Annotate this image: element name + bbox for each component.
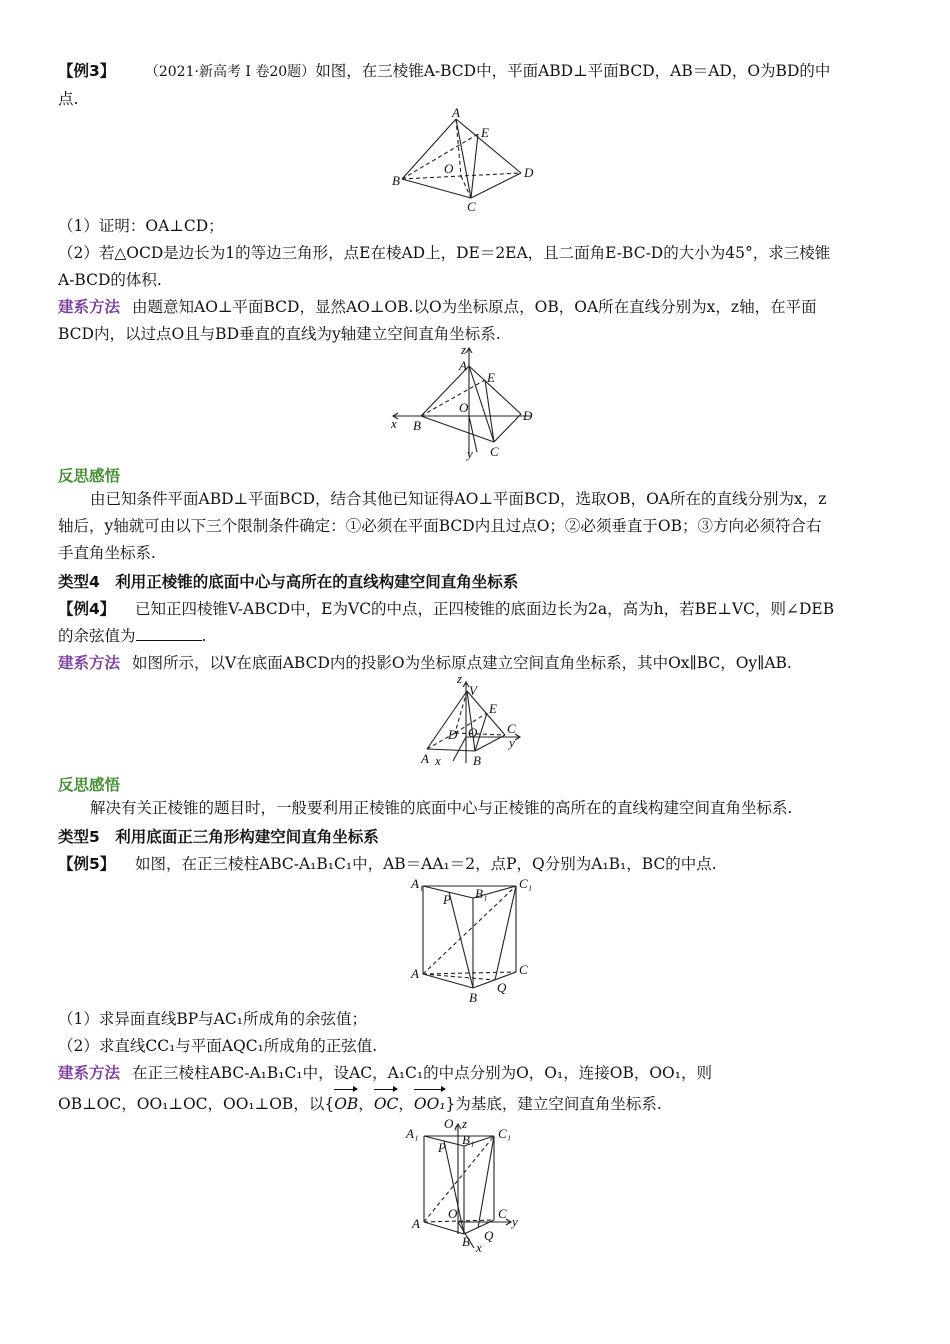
fig1-label: O (444, 161, 454, 176)
ex3-stem-line1: 如图，在三棱锥A-BCD中，平面ABD⊥平面BCD，AB＝AD，O为BD的中 (315, 62, 831, 80)
fig4-label: Q (497, 980, 507, 995)
fig3-label: A (421, 751, 429, 766)
fig1-label: E (481, 125, 489, 140)
fig1-label: A (452, 105, 460, 120)
ex3-q2-line2: A-BCD的体积. (58, 271, 162, 289)
ex4-stem (58, 596, 894, 623)
vector-ob: OB (334, 1087, 358, 1118)
method-label: 建系方法 (58, 654, 121, 672)
figure-triangular-prism (411, 878, 541, 1006)
ex4-stem-line2 (58, 623, 894, 650)
ex4-reflection-label: 反思感悟 (58, 776, 121, 794)
ex3-source: （2021·新高考 Ⅰ 卷20题） (144, 64, 316, 80)
method-label: 建系方法 (58, 298, 121, 316)
fig5-label: A₁ (406, 1126, 419, 1141)
fig2-label: O (459, 400, 469, 415)
vector-oc: OC (374, 1087, 399, 1118)
fig2-label: y (467, 446, 473, 461)
fig2-label: E (487, 370, 495, 385)
fig5-label: C (498, 1206, 507, 1221)
ex5-stem (58, 851, 894, 878)
fig3-label: C (507, 721, 516, 736)
fig2-label: A (459, 358, 467, 373)
ex4-stem-line1: 已知正四棱锥V-ABCD中，E为VC的中点，正四棱锥的底面边长为2a，高为h，若BE⊥VC，则∠DEB (135, 600, 835, 618)
fig5-label: z (462, 1116, 468, 1131)
ex5-label: 【例5】 (58, 855, 116, 873)
fig4-label: B (469, 990, 477, 1005)
fig5-label: C₁ (498, 1126, 512, 1141)
ex3-stem (58, 58, 894, 86)
fig3-label: x (435, 753, 441, 768)
fig3-label: z (457, 671, 463, 686)
ex3-label: 【例3】 (58, 62, 116, 80)
fig3-label: O (468, 725, 478, 740)
method-label: 建系方法 (58, 1064, 121, 1082)
ex5-method-line1: 在正三棱柱ABC-A₁B₁C₁中，设AC，A₁C₁的中点分别为O，O₁，连接OB，OO₁，则 (132, 1064, 712, 1082)
ex3-q1: （1）证明：OA⊥CD； (58, 217, 224, 235)
fig2-label: B (413, 418, 421, 433)
ex4-label: 【例4】 (58, 600, 116, 618)
fig3-label: D (448, 727, 458, 742)
figure-prism-axes (406, 1116, 546, 1255)
fig5-label: A (412, 1216, 420, 1231)
ex4-method-text: 如图所示，以V在底面ABCD内的投影O为坐标原点建立空间直角坐标系，其中Ox∥BC，Oy∥AB. (132, 654, 792, 672)
separator: ， (358, 1095, 374, 1113)
fig2-label: C (490, 444, 499, 459)
ex4-method (58, 650, 894, 677)
fig3-label: y (509, 735, 515, 750)
ex4-stem-text: 的余弦值为 (58, 627, 136, 645)
type5-heading: 类型5 利用底面正三角形构建空间直角坐标系 (58, 828, 379, 846)
fig3-label: B (473, 753, 481, 768)
ex5-method (58, 1060, 894, 1087)
fig5-label: B (462, 1234, 470, 1249)
fig1-label: C (467, 199, 476, 214)
ex3-stem-line2: 点. (58, 90, 79, 108)
fig2-label: x (391, 416, 397, 431)
ex4-reflection-text: 解决有关正棱锥的题目时，一般要利用正棱锥的底面中心与正棱锥的高所在的直线构建空间直角坐标系. (90, 799, 793, 817)
fig3-label: E (489, 701, 497, 716)
fig4-label: C₁ (519, 876, 533, 891)
ex3-reflection-line3: 手直角坐标系. (58, 544, 156, 562)
fig1-label: B (392, 173, 400, 188)
figure-square-pyramid (421, 671, 531, 769)
ex4-stem-end: . (201, 627, 207, 645)
fig5-label: P (438, 1140, 446, 1155)
ex5-stem-text: 如图，在正三棱柱ABC-A₁B₁C₁中，AB＝AA₁＝2，点P，Q分别为A₁B₁，BC的中点. (135, 855, 717, 873)
fig3-label: V (469, 683, 477, 698)
fig4-label: C (519, 962, 528, 977)
fig1-label: D (524, 165, 534, 180)
ex3-method-line2: BCD内，以过点O且与BD垂直的直线为y轴建立空间直角坐标系. (58, 325, 501, 343)
figure-tetrahedron (392, 105, 556, 214)
vector-oo1: OO₁ (414, 1087, 446, 1118)
fig5-label: O₁ (444, 1116, 458, 1131)
fig5-label: O (448, 1206, 458, 1221)
fig2-label: z (461, 342, 467, 357)
fig2-label: D (523, 408, 533, 423)
separator: ， (398, 1095, 414, 1113)
ex3-reflection-label: 反思感悟 (58, 467, 121, 485)
fig4-label: P (443, 892, 451, 907)
fig5-label: x (476, 1240, 482, 1255)
ex5-method-text: OB⊥OC，OO₁⊥OC，OO₁⊥OB，以{ (58, 1095, 335, 1113)
ex5-q1: （1）求异面直线BP与AC₁所成角的余弦值； (58, 1010, 367, 1028)
fig4-label: B₁ (475, 886, 488, 901)
ex5-q2: （2）求直线CC₁与平面AQC₁所成角的正弦值. (58, 1037, 378, 1055)
ex3-reflection-line1: 由已知条件平面ABD⊥平面BCD，结合其他已知证得AO⊥平面BCD，选取OB，OA所在的直线分别为x，z (90, 490, 827, 508)
ex5-method-line2 (58, 1087, 894, 1118)
page-content (58, 58, 894, 1255)
ex3-method-line1: 由题意知AO⊥平面BCD，显然AO⊥OB.以O为坐标原点，OB，OA所在直线分别为x，z轴，在平面 (132, 298, 817, 316)
ex3-reflection-line2: 轴后，y轴就可由以下三个限制条件确定：①必须在平面BCD内且过点O；②必须垂直于OB；③方向必须符合右 (58, 517, 822, 535)
figure-tetrahedron-axes (391, 342, 561, 461)
ex5-method-end: }为基底，建立空间直角坐标系. (445, 1095, 662, 1113)
fig4-label: A (411, 966, 419, 981)
type4-heading: 类型4 利用正棱锥的底面中心与高所在的直线构建空间直角坐标系 (58, 573, 519, 591)
answer-blank[interactable] (136, 626, 202, 641)
fig5-label: y (512, 1214, 518, 1229)
fig5-label: Q (484, 1228, 494, 1243)
fig5-label: B₁ (462, 1132, 475, 1147)
fig4-label: A₁ (411, 876, 424, 891)
ex3-method (58, 294, 894, 321)
ex3-q2-line1: （2）若△OCD是边长为1的等边三角形，点E在棱AD上，DE＝2EA，且二面角E-BC-D的大小为45°，求三棱锥 (58, 244, 831, 262)
